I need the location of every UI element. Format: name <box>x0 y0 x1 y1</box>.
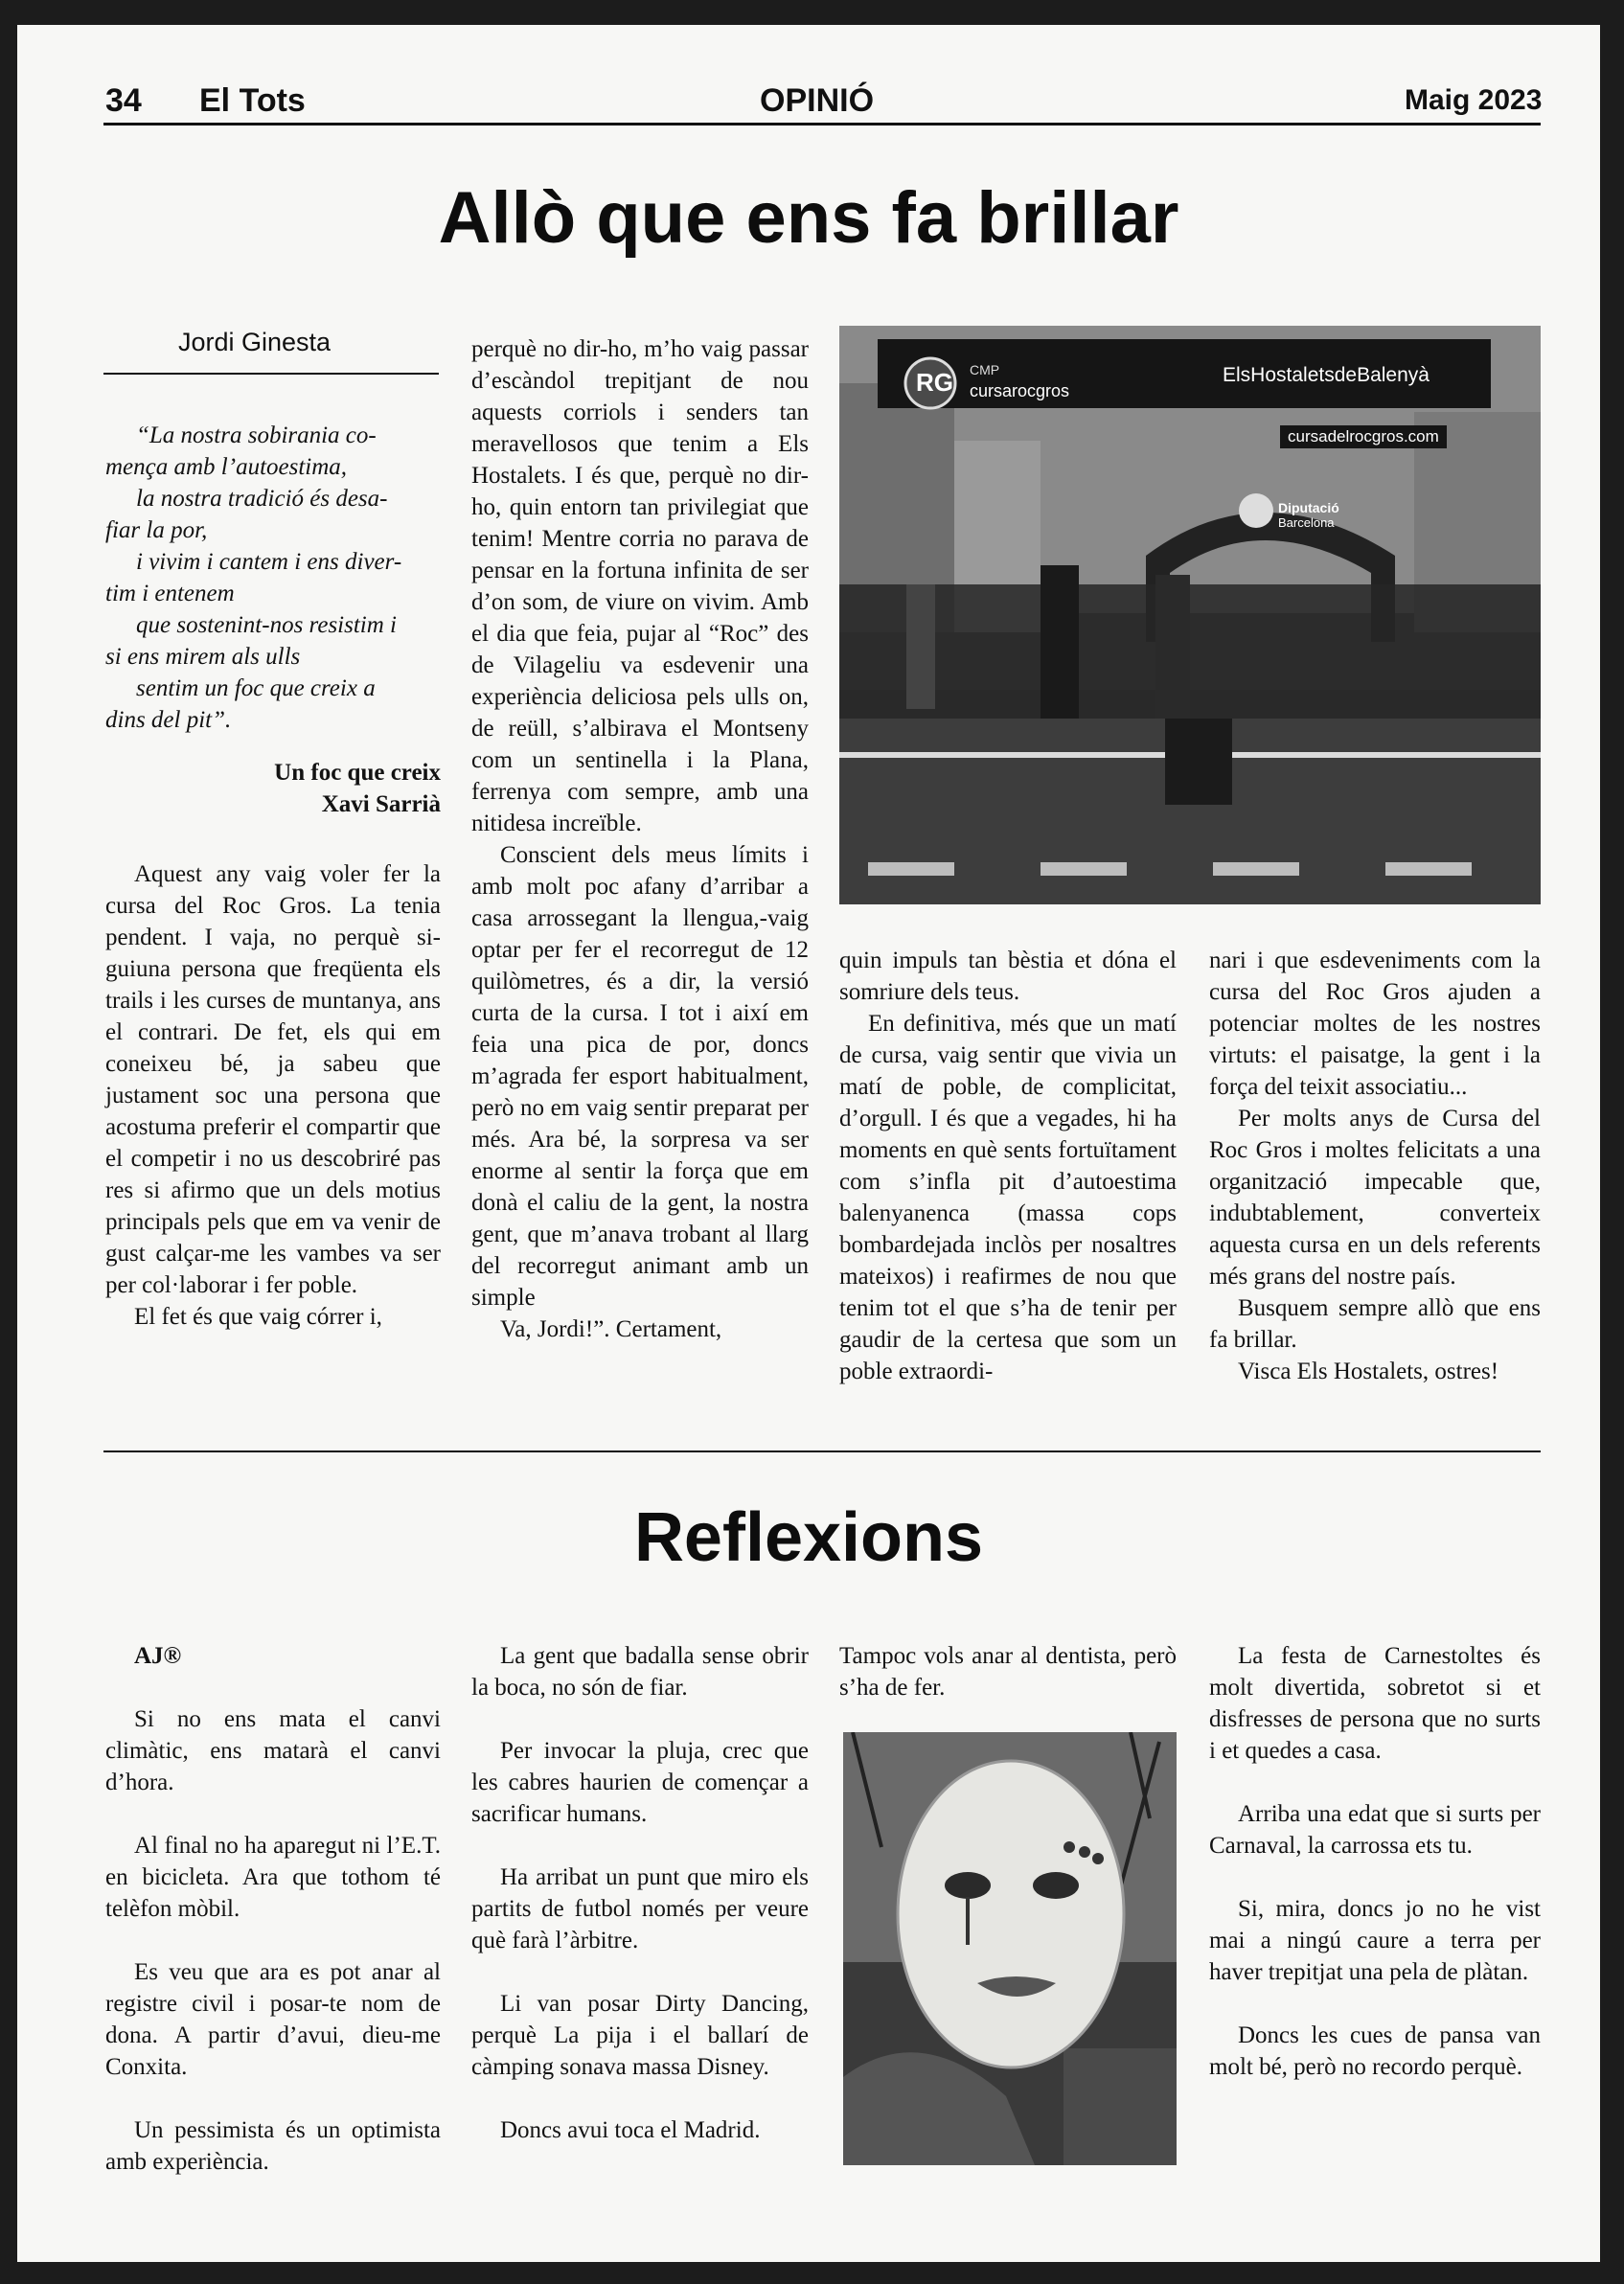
article-column-4 <box>1209 945 1541 1387</box>
quote-line: que sostenint-nos resistim i <box>136 612 397 638</box>
paragraph: perquè no dir-ho, m’ho vaig passar d’escàndol trepitjant de nou aquests corriols i senders tan meravellosos que tenim a Els Hostalets. I és que, perquè no dir-ho, quin entorn tan privilegiat que tenim! Mentre corria no parava de pensar en la fortuna infinita de ser d’on som, de viure on vivim. Amb el dia que feia, pujar al “Roc” des de Vilageliu va esdevenir una experiència deliciosa pels ulls on, de reüll, s’albirava el Montseny com un sentinella i la Plana, ferrenya com sempre, amb una nitidesa increïble. <box>471 336 809 836</box>
quote-line: tim i entenem <box>105 581 235 606</box>
epigraph-quote <box>105 420 441 736</box>
reflection: Doncs les cues de pansa van molt bé, però no recordo perquè. <box>1209 2022 1541 2080</box>
quote-line: fiar la por, <box>105 517 208 543</box>
banner-logo: RG <box>916 368 953 397</box>
paragraph: Per molts anys de Cursa del Roc Gros i moltes felicitats a una organització impecable que, indubtablement, converteix aquesta cursa en un dels referents més grans del nostre país. <box>1209 1106 1541 1290</box>
carnival-mask-photo <box>843 1732 1177 2165</box>
article-column-2 <box>471 333 809 1345</box>
race-photo <box>839 326 1541 904</box>
reflection: Es veu que ara es pot anar al registre civil i posar-te nom de dona. A partir d’avui, dieu-me Conxita. <box>105 1959 441 2080</box>
article-column-4 <box>1209 1640 1541 2083</box>
paragraph: Conscient dels meus límits i amb molt poc afany d’arribar a casa arrossegant la llengua,-vaig optar per fer el recorregut de 12 quilòmetres, és a dir, la versió curta de la cursa. I tot i així em feia una pica de por, doncs m’agrada fer esport habitualment, però no em vaig sentir preparat per més. Ara bé, la sorpresa va ser enorme al sentir la força que em donà el caliu de la gent, la nostra gent, que m’anava trobant al llarg del recorregut animant amb un simple <box>471 842 809 1311</box>
reflection: Tampoc vols anar al dentista, però s’ha de fer. <box>839 1643 1177 1701</box>
quote-source-author: Xavi Sarrià <box>321 791 441 817</box>
paragraph: El fet és que vaig córrer i, <box>134 1304 382 1330</box>
quote-line: dins del pit”. <box>105 707 232 733</box>
banner-right-text: ElsHostaletsdeBalenyà <box>1223 364 1430 386</box>
quote-line: sentim un foc que creix a <box>136 675 376 701</box>
reflection: Si, mira, doncs jo no he vist mai a ningú caure a terra per haver trepitjat una pela de plàtan. <box>1209 1896 1541 1985</box>
paragraph: nari i que esdeveniments com la cursa del Roc Gros ajuden a potenciar moltes de les nostres virtuts: el paisatge, la gent i la força del teixit associatiu... <box>1209 948 1541 1100</box>
section-name: OPINIÓ <box>760 82 875 119</box>
reflection: Doncs avui toca el Madrid. <box>500 2117 761 2143</box>
paragraph: Va, Jordi!”. Certament, <box>500 1316 722 1342</box>
reflection: Ha arribat un punt que miro els partits de futbol només per veure què farà l’àrbitre. <box>471 1864 809 1953</box>
quote-line: “La nostra sobirania co- <box>136 423 377 448</box>
article-title: Allò que ens fa brillar <box>438 177 1179 259</box>
reflection: Un pessimista és un optimista amb experiència. <box>105 2117 441 2175</box>
reflection: La festa de Carnestoltes és molt divertida, sobretot si et disfresses de persona que no surts i et quedes a casa. <box>1209 1643 1541 1764</box>
reflection: La gent que badalla sense obrir la boca, no són de fiar. <box>471 1643 809 1701</box>
quote-line: i vivim i cantem i ens diver- <box>136 549 402 575</box>
article-column-2 <box>471 1640 809 2146</box>
quote-line: la nostra tradició és desa- <box>136 486 388 512</box>
publication-name: El Tots <box>199 82 306 119</box>
reflection: Si no ens mata el canvi climàtic, ens matarà el canvi d’hora. <box>105 1706 441 1795</box>
article-author: AJ® <box>134 1643 182 1669</box>
article-column-1 <box>105 420 441 1333</box>
reflection: Al final no ha aparegut ni l’E.T. en bicicleta. Ara que tothom té telèfon mòbil. <box>105 1833 441 1922</box>
paragraph: quin impuls tan bèstia et dóna el somriure dels teus. <box>839 948 1177 1005</box>
paragraph: En definitiva, més que un matí de cursa, vaig sentir que vivia un matí de poble, de complicitat, d’orgull. I és que a vegades, hi ha moments en què sents fortuïtament com s’infla pit d’autoestima balenyanenca (massa cops bombardejada inclòs per nosaltres mateixos) i reafirmes de nou que tenim tot el que s’ha de tenir per gaudir de la certesa que som un poble extraordi- <box>839 1011 1177 1384</box>
article-column-3 <box>839 1640 1177 1703</box>
header-rule <box>103 123 1541 126</box>
article-column-1 <box>105 1640 441 2178</box>
paragraph: Aquest any vaig voler fer la cursa del Roc Gros. La tenia pendent. I vaja, no perquè si-guiuna persona que freqüenta els trails i les curses de muntanya, ans el contrari. De fet, els qui em coneixeu bé, ja sabeu que justament soc una persona que acostuma preferir el compartir que el competir i no us descobriré pas res si afirmo que un dels motius principals pels que em va venir de gust calçar-me les vambes va ser per col·laborar i fer poble. <box>105 861 441 1298</box>
paragraph: Busquem sempre allò que ens fa brillar. <box>1209 1295 1541 1353</box>
byline-rule <box>103 373 439 375</box>
quote-line: si ens mirem als ulls <box>105 644 301 670</box>
banner-brand-top: CMP <box>970 362 1000 377</box>
arch-text-line-2: Barcelona <box>1278 515 1335 530</box>
reflection: Per invocar la pluja, crec que les cabres haurien de començar a sacrificar humans. <box>471 1738 809 1827</box>
article-author: Jordi Ginesta <box>178 328 332 356</box>
page-number: 34 <box>105 82 142 119</box>
arch-text-line-1: Diputació <box>1278 500 1339 515</box>
reflection: Arriba una edat que si surts per Carnaval, la carrossa ets tu. <box>1209 1801 1541 1859</box>
paragraph: Visca Els Hostalets, ostres! <box>1238 1359 1499 1384</box>
section-divider <box>103 1450 1541 1452</box>
article-title: Reflexions <box>633 1499 984 1576</box>
quote-source-title: Un foc que creix <box>274 760 441 786</box>
reflection: Li van posar Dirty Dancing, perquè La pija i el ballarí de càmping sonava massa Disney. <box>471 1991 809 2080</box>
quote-line: mença amb l’autoestima, <box>105 454 348 480</box>
article-column-3 <box>839 945 1177 1387</box>
newspaper-page <box>17 25 1600 2262</box>
issue-date: Maig 2023 <box>1405 84 1543 116</box>
banner-url: cursadelrocgros.com <box>1280 425 1447 448</box>
banner-brand: cursarocgros <box>970 381 1070 400</box>
